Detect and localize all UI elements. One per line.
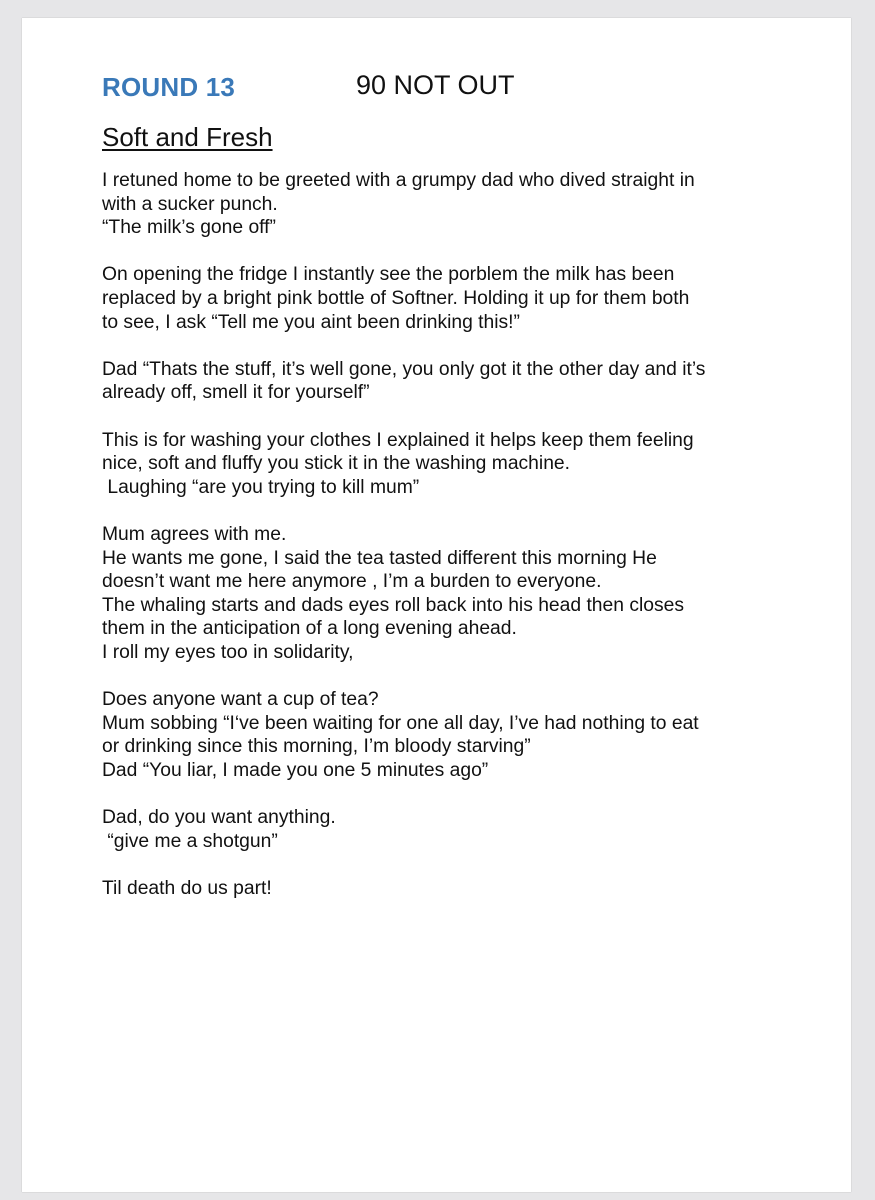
story-body bbox=[102, 169, 802, 924]
document-page bbox=[22, 18, 851, 1192]
paragraph bbox=[102, 429, 802, 500]
text-line: He wants me gone, I said the tea tasted different this morning He bbox=[102, 547, 657, 569]
text-line: Mum sobbing “I‘ve been waiting for one all day, I’ve had nothing to eat bbox=[102, 712, 699, 734]
text-line: “The milk’s gone off” bbox=[102, 217, 276, 239]
text-line: to see, I ask “Tell me you aint been drinking this!” bbox=[102, 311, 520, 333]
paragraph bbox=[102, 358, 802, 405]
paragraph bbox=[102, 688, 802, 782]
text-line: Dad “You liar, I made you one 5 minutes ago” bbox=[102, 759, 489, 781]
text-line: On opening the fridge I instantly see the porblem the milk has been bbox=[102, 264, 675, 286]
text-line: nice, soft and fluffy you stick it in the washing machine. bbox=[102, 453, 570, 475]
paragraph bbox=[102, 263, 802, 334]
paragraph bbox=[102, 806, 802, 853]
text-line: Mum agrees with me. bbox=[102, 523, 287, 545]
text-line: already off, smell it for yourself” bbox=[102, 382, 370, 404]
paragraph bbox=[102, 877, 802, 901]
text-line: I roll my eyes too in solidarity, bbox=[102, 641, 354, 663]
paragraph bbox=[102, 169, 802, 240]
round-label: ROUND 13 bbox=[102, 72, 236, 102]
text-line: Dad, do you want anything. bbox=[102, 807, 336, 829]
text-line: Laughing “are you trying to kill mum” bbox=[102, 476, 420, 498]
text-line: Does anyone want a cup of tea? bbox=[102, 689, 379, 711]
text-line: replaced by a bright pink bottle of Softner. Holding it up for them both bbox=[102, 287, 690, 309]
text-line: I retuned home to be greeted with a grumpy dad who dived straight in bbox=[102, 170, 695, 191]
text-line: This is for washing your clothes I explained it helps keep them feeling bbox=[102, 429, 694, 451]
story-title: Soft and Fresh bbox=[102, 122, 273, 152]
text-line: them in the anticipation of a long evening ahead. bbox=[102, 618, 517, 640]
page-header bbox=[102, 72, 802, 106]
text-line: or drinking since this morning, I’m bloody starving” bbox=[102, 736, 531, 758]
text-line: Dad “Thats the stuff, it’s well gone, you only got it the other day and it’s bbox=[102, 358, 706, 380]
text-line: Til death do us part! bbox=[102, 877, 272, 899]
text-line: “give me a shotgun” bbox=[102, 830, 278, 852]
paragraph bbox=[102, 523, 802, 665]
text-line: The whaling starts and dads eyes roll back into his head then closes bbox=[102, 594, 684, 616]
text-line: doesn’t want me here anymore , I’m a burden to everyone. bbox=[102, 571, 602, 593]
text-line: with a sucker punch. bbox=[102, 193, 278, 215]
page-subtitle: 90 NOT OUT bbox=[356, 70, 515, 100]
